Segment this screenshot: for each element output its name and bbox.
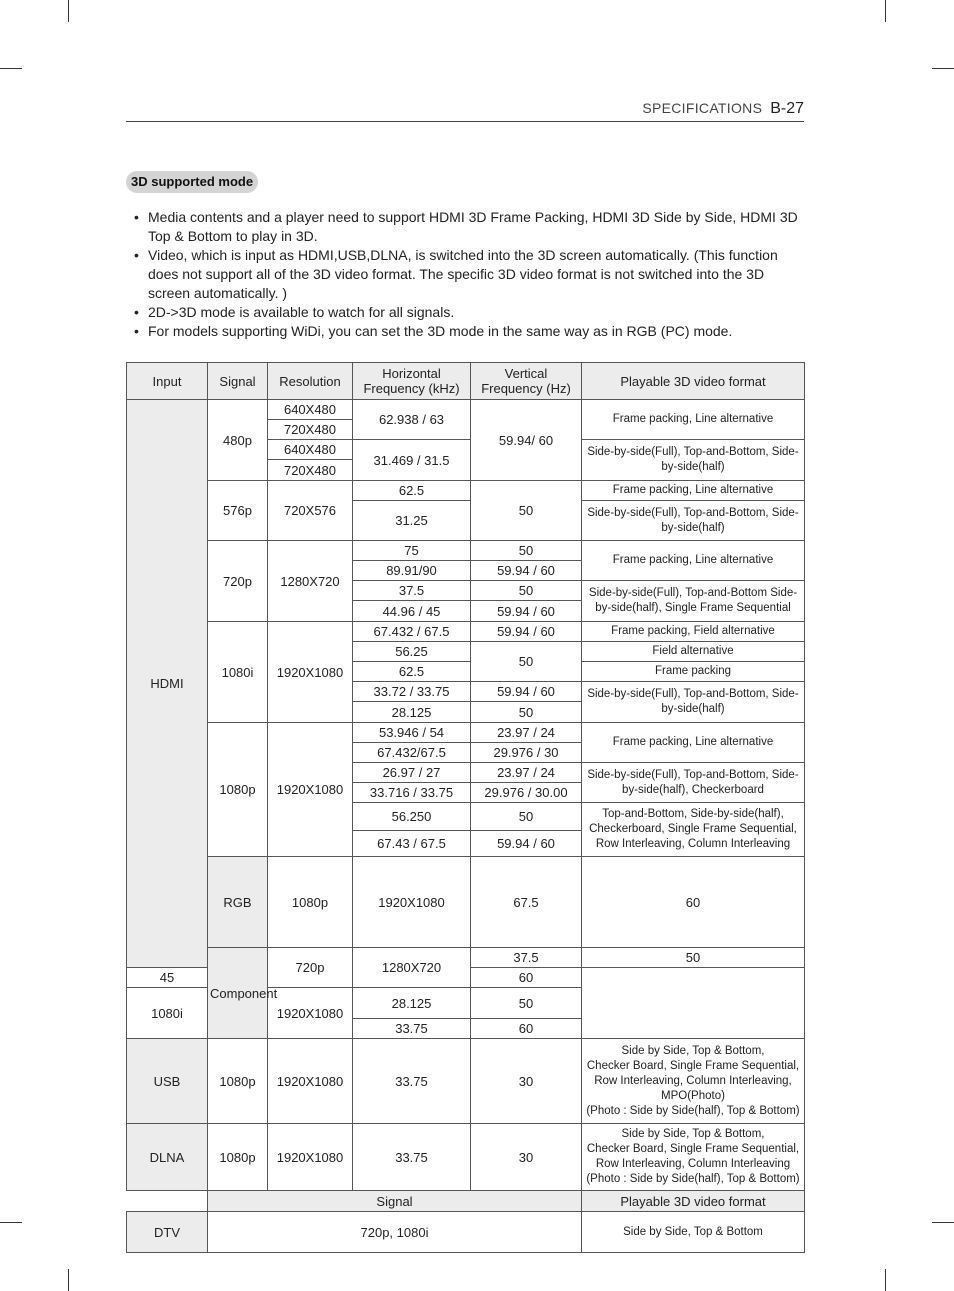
signal-cell: 1080p xyxy=(208,723,268,857)
crop-mark xyxy=(68,1269,69,1291)
hfreq-cell: 67.43 / 67.5 xyxy=(353,831,471,857)
resolution-cell: 720X480 xyxy=(268,420,353,440)
format-line: Checker Board, Single Frame Sequential, xyxy=(586,1143,800,1155)
hfreq-cell: 31.469 / 31.5 xyxy=(353,440,471,481)
format-cell xyxy=(582,1039,805,1124)
input-cell: DTV xyxy=(127,1212,208,1253)
resolution-cell: 1920X1080 xyxy=(268,622,353,723)
list-item xyxy=(134,246,799,303)
hfreq-cell: 33.716 / 33.75 xyxy=(353,783,471,803)
signal-cell: 720p, 1080i xyxy=(208,1212,582,1253)
hfreq-cell: 44.96 / 45 xyxy=(353,601,471,622)
resolution-cell: 720X480 xyxy=(268,460,353,481)
vfreq-cell: 50 xyxy=(471,581,582,601)
hfreq-cell: 31.25 xyxy=(353,501,471,541)
input-cell: USB xyxy=(127,1039,208,1124)
hfreq-cell: 67.432 / 67.5 xyxy=(353,622,471,642)
vfreq-cell: 50 xyxy=(471,481,582,541)
vfreq-cell: 23.97 / 24 xyxy=(471,723,582,743)
list-item xyxy=(134,322,799,341)
vfreq-cell: 50 xyxy=(471,642,582,682)
hfreq-cell: 62.938 / 63 xyxy=(353,400,471,440)
crop-mark xyxy=(885,1269,886,1291)
table-row xyxy=(127,723,805,743)
input-cell: Component xyxy=(208,948,268,1039)
vfreq-cell: 23.97 / 24 xyxy=(471,763,582,783)
bullet-text: Media contents and a player need to support HDMI 3D Frame Packing, HDMI 3D Side by Side, HDMI 3D Top & Bottom to play in 3D. xyxy=(148,209,798,244)
input-cell: DLNA xyxy=(127,1124,208,1191)
table-row xyxy=(127,1124,805,1191)
dtv-header-row xyxy=(127,1191,805,1212)
table-row xyxy=(127,948,805,968)
format-line: Checker Board, Single Frame Sequential, xyxy=(586,1059,800,1072)
vfreq-cell: 59.94/ 60 xyxy=(471,400,582,481)
signal-cell: 480p xyxy=(208,400,268,481)
table-row xyxy=(127,622,805,642)
list-item xyxy=(134,303,799,322)
table-row xyxy=(127,1212,805,1253)
table-header-row xyxy=(127,363,805,400)
crop-mark xyxy=(68,0,69,22)
page-header xyxy=(642,100,804,118)
bullet-dot: • xyxy=(134,304,139,320)
crop-mark xyxy=(885,0,886,22)
table-row xyxy=(127,481,805,501)
hfreq-cell: 56.250 xyxy=(353,803,471,831)
hfreq-cell: 33.75 xyxy=(353,1019,471,1039)
hfreq-cell: 33.72 / 33.75 xyxy=(353,682,471,702)
section-title: SPECIFICATIONS xyxy=(642,100,763,116)
format-cell: Field alternative xyxy=(582,642,805,662)
header-signal: Signal xyxy=(208,363,268,400)
format-line: Side by Side, Top & Bottom, xyxy=(621,1128,765,1140)
blank-cell xyxy=(127,1191,208,1212)
format-cell: Frame packing, Line alternative xyxy=(582,723,805,763)
signal-cell: 720p xyxy=(208,541,268,622)
hfreq-cell: 33.75 xyxy=(353,1124,471,1191)
header-vertical-frequency: Vertical Frequency (Hz) xyxy=(471,363,582,400)
hfreq-cell: 28.125 xyxy=(353,988,471,1019)
resolution-cell: 1920X1080 xyxy=(268,1039,353,1124)
vfreq-cell: 59.94 / 60 xyxy=(471,622,582,642)
vfreq-cell: 50 xyxy=(471,803,582,831)
format-cell: Frame packing, Line alternative xyxy=(582,400,805,440)
signal-cell: 1080p xyxy=(208,1039,268,1124)
crop-mark xyxy=(932,1222,954,1223)
vfreq-cell: 50 xyxy=(471,541,582,561)
hfreq-cell: 53.946 / 54 xyxy=(353,723,471,743)
hfreq-cell: 37.5 xyxy=(471,948,582,968)
bullet-text: For models supporting WiDi, you can set the 3D mode in the same way as in RGB (PC) mode. xyxy=(148,323,733,339)
bullet-dot: • xyxy=(134,209,139,225)
hfreq-cell: 67.432/67.5 xyxy=(353,743,471,763)
hfreq-cell: 89.91/90 xyxy=(353,561,471,581)
crop-mark xyxy=(932,68,954,69)
vfreq-cell: 60 xyxy=(471,968,582,988)
format-line: Row Interleaving, Column Interleaving xyxy=(595,1158,791,1170)
hfreq-cell: 26.97 / 27 xyxy=(353,763,471,783)
format-line: MPO(Photo) xyxy=(661,1089,725,1102)
format-cell xyxy=(582,1124,805,1191)
hfreq-cell: 45 xyxy=(127,968,208,988)
resolution-cell: 1920X1080 xyxy=(353,857,471,948)
bullet-dot: • xyxy=(134,247,139,263)
hfreq-cell: 28.125 xyxy=(353,702,471,723)
vfreq-cell: 29.976 / 30 xyxy=(471,743,582,763)
format-cell: Side-by-side(Full), Top-and-Bottom, Side-by-side(half) xyxy=(582,501,805,541)
input-cell: HDMI xyxy=(127,400,208,968)
header-playable-format: Playable 3D video format xyxy=(582,363,805,400)
crop-mark xyxy=(0,1222,22,1223)
format-line: Row Interleaving, Column Interleaving, xyxy=(594,1074,792,1087)
hfreq-cell: 75 xyxy=(353,541,471,561)
format-cell: Frame packing, Field alternative xyxy=(582,622,805,642)
bullet-dot: • xyxy=(134,323,139,339)
section-badge: 3D supported mode xyxy=(126,171,258,193)
hfreq-cell: 62.5 xyxy=(353,662,471,682)
vfreq-cell: 50 xyxy=(471,702,582,723)
header-input: Input xyxy=(127,363,208,400)
table-row xyxy=(127,857,805,948)
signal-cell: 1080p xyxy=(268,857,353,948)
resolution-cell: 1280X720 xyxy=(268,541,353,622)
vfreq-cell: 30 xyxy=(471,1039,582,1124)
resolution-cell: 1920X1080 xyxy=(268,988,353,1039)
vfreq-cell: 59.94 / 60 xyxy=(471,561,582,581)
signal-cell: 1080i xyxy=(208,622,268,723)
vfreq-cell: 30 xyxy=(471,1124,582,1191)
resolution-cell: 1920X1080 xyxy=(268,1124,353,1191)
signal-cell: 1080p xyxy=(208,1124,268,1191)
format-line: Side by Side, Top & Bottom, xyxy=(621,1044,765,1057)
vfreq-cell: 59.94 / 60 xyxy=(471,682,582,702)
hfreq-cell: 37.5 xyxy=(353,581,471,601)
bullet-text: 2D->3D mode is available to watch for all signals. xyxy=(148,304,455,320)
header-resolution: Resolution xyxy=(268,363,353,400)
resolution-cell: 640X480 xyxy=(268,400,353,420)
vfreq-cell: 29.976 / 30.00 xyxy=(471,783,582,803)
vfreq-cell: 59.94 / 60 xyxy=(471,831,582,857)
format-line: (Photo : Side by Side(half), Top & Bottom) xyxy=(586,1104,800,1117)
input-cell: RGB xyxy=(208,857,268,948)
page-number: B-27 xyxy=(770,100,804,117)
bullet-text: Video, which is input as HDMI,USB,DLNA, is switched into the 3D screen automatically. (This function does not support all of the 3D video format. The specific 3D video format is not switched into the 3D screen automatically. ) xyxy=(148,247,778,301)
format-cell: Top-and-Bottom, Side-by-side(half), Checkerboard, Single Frame Sequential, Row Interleaving, Column Interleaving xyxy=(582,803,805,857)
format-cell: Frame packing, Line alternative xyxy=(582,481,805,501)
list-item xyxy=(134,208,799,246)
signal-cell: 720p xyxy=(268,948,353,988)
format-cell: Frame packing, Line alternative xyxy=(582,541,805,581)
hfreq-cell: 56.25 xyxy=(353,642,471,662)
table-row xyxy=(127,400,805,420)
vfreq-cell: 60 xyxy=(582,857,805,948)
signal-cell: 1080i xyxy=(127,988,208,1039)
resolution-cell: 720X576 xyxy=(268,481,353,541)
header-rule xyxy=(126,121,804,122)
crop-mark xyxy=(0,68,22,69)
resolution-cell: 1920X1080 xyxy=(268,723,353,857)
bullet-list xyxy=(134,208,799,341)
vfreq-cell: 59.94 / 60 xyxy=(471,601,582,622)
hfreq-cell: 33.75 xyxy=(353,1039,471,1124)
format-cell: Side-by-side(Full), Top-and-Bottom Side-by-side(half), Single Frame Sequential xyxy=(582,581,805,622)
vfreq-cell: 60 xyxy=(471,1019,582,1039)
hfreq-cell: 67.5 xyxy=(471,857,582,948)
vfreq-cell: 50 xyxy=(471,988,582,1019)
header-horizontal-frequency: Horizontal Frequency (kHz) xyxy=(353,363,471,400)
dtv-header-format: Playable 3D video format xyxy=(582,1191,805,1212)
resolution-cell: 640X480 xyxy=(268,440,353,460)
table-row xyxy=(127,541,805,561)
signal-cell: 576p xyxy=(208,481,268,541)
table-row xyxy=(127,1039,805,1124)
dtv-header-signal: Signal xyxy=(208,1191,582,1212)
format-cell: Side-by-side(Full), Top-and-Bottom, Side-by-side(half), Checkerboard xyxy=(582,763,805,803)
format-cell: Side-by-side(Full), Top-and-Bottom, Side-by-side(half) xyxy=(582,440,805,481)
format-cell: Frame packing xyxy=(582,662,805,682)
format-line: (Photo : Side by Side(half), Top & Bottom) xyxy=(586,1173,800,1185)
vfreq-cell: 50 xyxy=(582,948,805,968)
hfreq-cell: 62.5 xyxy=(353,481,471,501)
resolution-cell: 1280X720 xyxy=(353,948,471,988)
format-cell: Side by Side, Top & Bottom xyxy=(582,1212,805,1253)
format-cell: Side-by-side(Full), Top-and-Bottom, Side-by-side(half) xyxy=(582,682,805,723)
spec-table xyxy=(126,362,805,1253)
